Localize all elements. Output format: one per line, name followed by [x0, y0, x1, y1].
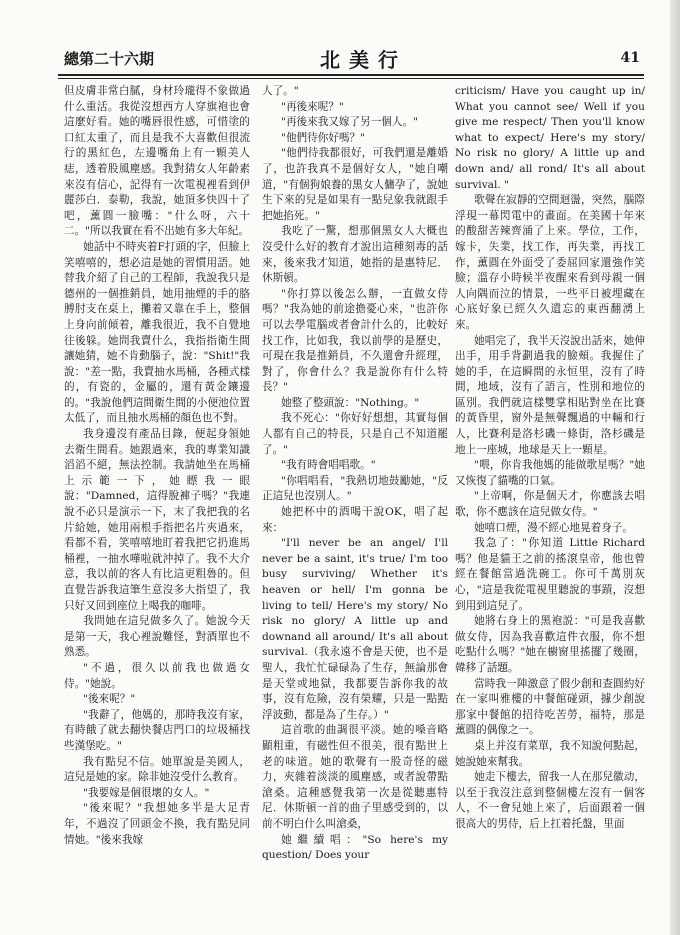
paragraph: 歌聲在寂靜的空間迴盪，突然，腦際浮現一幕閃電中的畫面。在美國十年來的酸甜苦辣齊涌了上來。學位，工作，嫁卡，失業，找工作，再失業，再找工作，薰圓在外面受了委屈回家還強作笑臉；溫存小時候半夜醒來看到母親一個人向隅而泣的情景，一些平日被埋藏在心底好象已經久久遺忘的東西翻湧上來。	[455, 194, 645, 331]
paragraph: "他們待你好嗎？"	[281, 131, 365, 144]
paragraph: 她將右身上的黑袍説："可是我喜歡做女侍，因為我喜歡這件衣服，你不想吃點什么嗎？"她在櫥窗里搖擺了幾圈，韓移了話題。	[455, 615, 645, 674]
paragraph: "後來呢？"我想她多半是大足青年，不過沒了回頭金不換，我有點兒同情她。"後來我嫁	[64, 802, 250, 846]
paragraph: 我有點兒不信。她單說是美國人，這兒是她的家。除非她沒受什么教育。	[64, 755, 250, 784]
paragraph: 她話中不時夾着F打頭的字，但臉上笑嘻嘻的，想必這是她的習慣用語。她替我介紹了自己的工程師，我說我只是德州的一個推銷員，她用抽煙的手的胳膊肘支在桌上，攤着又靠在手上，整個上身向前傾着，離我很近，我不自覺地往後躲。她問我賣什么，我指指衛生間讓她猜，她不肯動腦子，說："Shit!"我說："差一點，我賣抽水馬桶，各種式樣的，有瓷的，金屬的，還有黃金鑲邊的。"我說他們這間衛生間的小便池位置太低了，而且抽水馬桶的顏色也不對。	[64, 240, 250, 425]
page-header	[58, 42, 644, 72]
paragraph: 我吃了一驚，想那個黑女人大概也沒受什么好的教育才說出這種刻毒的話來，後來我才知道，她指的是惠特尼．休斯頓。	[262, 225, 448, 285]
paragraph: "再後來呢？"	[281, 100, 344, 113]
paragraph: 我問她在這兒做多久了。她說今天是第一天，我心裡說難怪，對酒單也不熟悉。	[64, 615, 250, 659]
paragraph: criticism/ Have you caught up in/ What you cannot see/ Well if you give me respect/ Then you'll know what to expect/ Here's my story/ No risk no glory/ A little up and down and/ all rond/ It's all about survival. "	[455, 85, 645, 191]
paragraph: "你打算以後怎么辦，一直做女侍嗎？"我為她的前途擔憂心來，"也許你可以去學電腦或者會計什么的，比較好找工作，比如我，我以前學的是歷史，可現在我是推銷員，不久還會升經理，對了，你會什么？我是說你有什么特長？"	[262, 287, 448, 394]
issue-number: 總第二十六期	[64, 50, 155, 68]
paragraph: 這首歌的曲調很平淡。她的嗓音略顯粗重，有磁性但不很美，很有點世上老的味道。她的歌聲有一股奇怪的磁力，夾雜着淡淡的風塵感，或者說帶點滄桑。這種感覺我第一次是從聽惠特尼．休斯頓一首的曲子里感受到的，以前不明白什么叫滄桑，	[262, 724, 448, 830]
paragraph: "我辭了，他媽的，那時我沒有家，有時餓了就去翻快餐店門口的垃圾桶找些漢堡吃。"	[64, 708, 250, 752]
page-number: 41	[620, 50, 640, 66]
paragraph: "上帝啊，你是個天才，你應該去唱歌，你不應該在這兒做女侍。"	[455, 490, 645, 519]
paragraph: "喂，你肯我他媽的能做歌星嗎？"她又恢復了貓嘴的口氣。	[455, 459, 645, 487]
paragraph: 她唱完了，我半天沒說出話來，她伸出手，用手背劃過我的臉頰。我握住了她的手，在這瞬間的永恒里，沒有了時間，地域，沒有了語言，性別和地位的區別。我們就這樣雙掌相貼對坐在比賽的黃昏里，窗外是無聲飄過的中輛和行人，比賽利是洛杉磯一條街，洛杉磯是地上一座城，地球是天上一顆星。	[455, 334, 645, 456]
paragraph: "再後來我又嫁了另一個人。"	[281, 116, 418, 129]
paragraph: "I'll never be an angel/ I'll never be a saint, it's true/ I'm too busy surviving/ Whether it's heaven or hell/ I'm gonna be living to tell/ Here's my story/ No risk no glory/ A little up and downand all around/ It's all about survival.（我永遠不會是天使，也不是聖人，我忙忙碌碌為了生存，無論那會是天堂或地獄，我都要告訴你我的故事，沒有危險，沒有榮耀，只是一點點浮波動，都是為了生存。）"	[262, 537, 448, 721]
paragraph: "我要嫁是個很壞的女人。"	[83, 786, 210, 799]
page-binding-edge	[670, 0, 680, 935]
paragraph: "你唱唱看，"我熱切地鼓勵她，"反正這兒也沒別人。"	[262, 474, 448, 503]
paragraph: 她整了整頭說："Nothing。"	[281, 396, 420, 409]
paragraph: 她把杯中的酒喝干說OK，唱了起來：	[262, 506, 448, 534]
paragraph: 她繼續唱："So here's my question/ Does your	[262, 833, 448, 862]
paragraph: "不過，很久以前我也做過女侍。"她說。	[64, 661, 250, 690]
paragraph: "後來呢？"	[83, 693, 136, 706]
paragraph: 她嘻口煙，漫不經心地晃着身子。	[474, 521, 633, 534]
text-column-2	[262, 84, 448, 864]
text-column-3	[455, 84, 645, 833]
paragraph: 但皮膚非常白膩，身材玲瓏得不象做過什么重活。我從沒想西方人穿旗袍也會這麼好看。她的嘴唇很性感，可惜塗的口紅太重了，而且是我不大喜歡但很流行的黑紅色，左邊嘴角上有一顆美人痣，透着股風塵感。我對猜女人年齡素來沒有信心，記得有一次電視裡看到伊麗莎白．泰勒，我說，她頂多快四十了吧，薰圓一臉嘴："什么呀，六十二。"所以我實在看不出她有多大年紀。	[64, 85, 250, 238]
header-rule	[58, 74, 644, 76]
paragraph: 我不死心："你好好想想，其實每個人都有自己的特長，只是自己不知道罷了。"	[262, 412, 448, 456]
paragraph: 當時我一陣激意了假少創和查圓約好在一家叫雅樓的中餐館碰頭，據少創說那家中餐館的招待吃苦勞，福特，那是薰圓的偶像之一。	[455, 677, 645, 737]
paragraph: 我急了："你知道 Little Richard 嗎？他是貓王之前的搖滾皇帝，他也曾經在餐館當過洗碗工。你可千萬別灰心，"這是我從電視里聽說的事蹟，沒想到用到這兒了。	[455, 537, 645, 612]
paragraph: 桌上并沒有菜單，我不知說何點起，她說她來幫我。	[455, 739, 645, 768]
paragraph: "我有時會唱唱歌。"	[281, 459, 376, 472]
paragraph: 我身邊沒有產品目錄，便起身領她去衛生間看。她跟過來，我的專業知識滔滔不絕，無法控制。我請她坐在馬桶上示範一下，她瞟我一眼說："Damned，這得脫褲子嗎？"我連說不必只是演示一下，末了我把我的名片給她，她用兩根手指把名片夾過來，看都不看，笑嘻嘻地盯着我把它扔進馬桶裡，一抽水嘩啦就沖掉了。我不大介意，我以前的客人有比這更粗魯的。但直覺告訴我這筆生意沒多大指望了，我只好又回到座位上喝我的咖啡。	[64, 428, 250, 612]
paragraph: "他們待我都很好，可我們還是離婚了，也許我真不是個好女人，"她自嘲道，"有個狗娘養的黑女人傭孕了，說她生下來的兒是如果有一點兒象我就跟手把她掐死。"	[262, 147, 448, 222]
header-rule-thin	[58, 78, 644, 79]
paragraph: 人了。"	[262, 85, 299, 97]
paragraph: 她走下樓去，留我一人在那兒徽动，以至于我沒注意到整個樓左沒有一個客人，不一會兒她上來了，后面跟着一個很高大的男侍，后上扛着托盤，里面	[455, 771, 645, 830]
page-title: 北美行	[320, 48, 407, 72]
text-column-1	[64, 84, 250, 848]
